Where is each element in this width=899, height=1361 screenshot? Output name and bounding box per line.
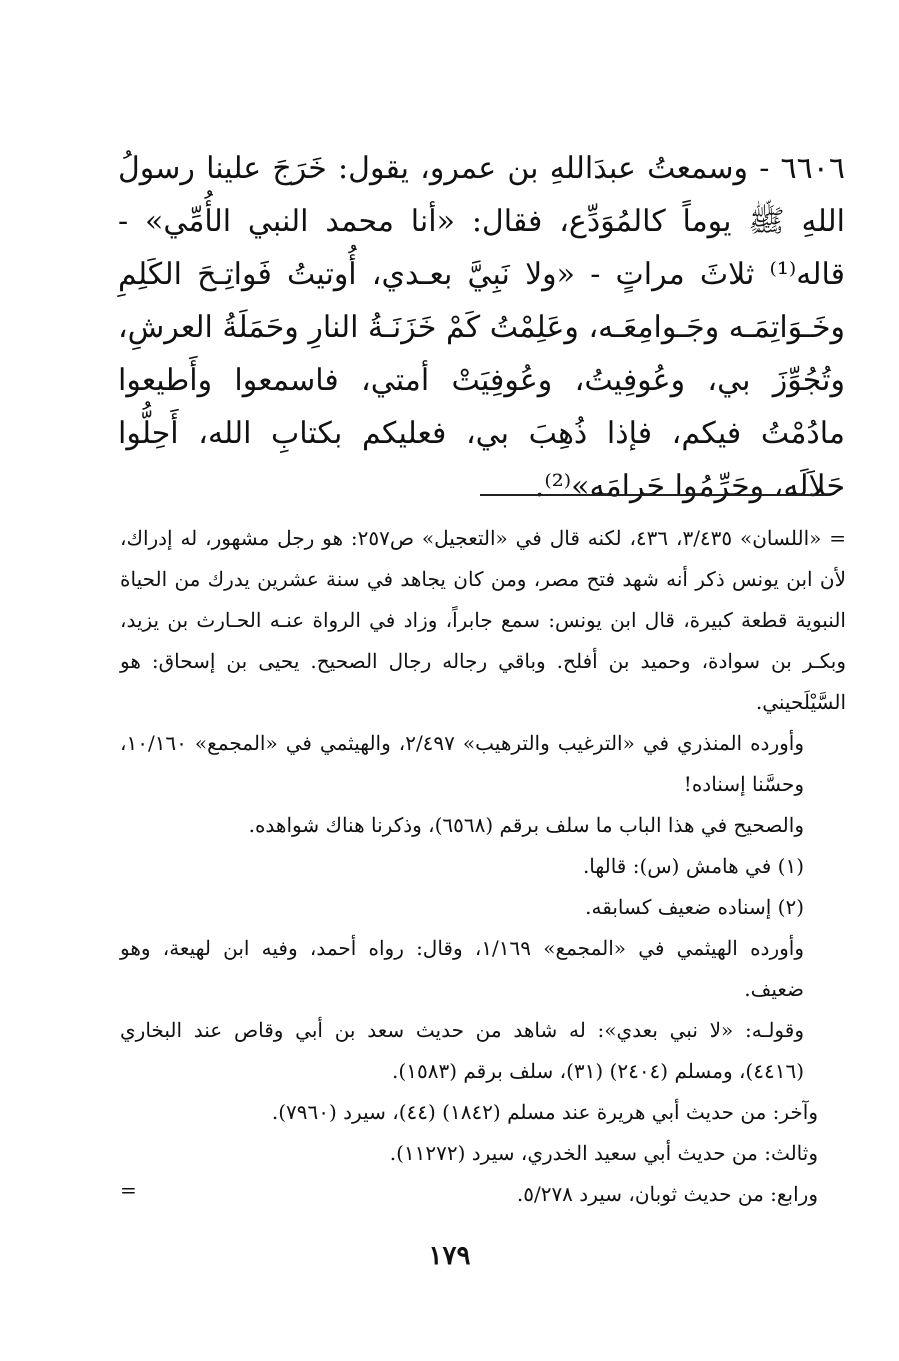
continuation-mark: = [829, 526, 846, 550]
footnote-line: وأورده الهيثمي في «المجمع» ١/١٦٩، وقال: رواه أحمد، وفيه ابن لهيعة، وهو ضعيف. [120, 936, 804, 1001]
footnote-one: (١) في هامش (س): قالها. [582, 854, 804, 878]
continuation-end-mark: = [120, 1178, 137, 1202]
footnote-separator [480, 494, 829, 496]
footnote-two: (٢) إسناده ضعيف كسابقه. [585, 895, 804, 919]
footnote-line: ورابع: من حديث ثوبان، سيرد ٥/٢٧٨. [516, 1182, 818, 1206]
footnote-line: وقولـه: «لا نبي بعدي»: له شاهد من حديث سعد بن أبي وقاص عند البخاري (٤٤١٦)، ومسلم (٢٤٠٤) (٣١)، سلف برقم (١٥٨٣). [120, 1018, 804, 1083]
page-number: ١٧٩ [428, 1241, 471, 1271]
footnote-continuation [120, 518, 846, 723]
footnotes [120, 518, 846, 1215]
hadith-text: ٦٦٠٦ - وسمعتُ عبدَاللهِ بن عمرو، يقول: خَرَجَ علينا رسولُ اللهِ ﷺ يوماً كالمُوَدِّع، فقال: «أنا محمد النبي الأُمِّي» - قاله⁽¹⁾ ثلاثَ مراتٍ - «ولا نَبِيَّ بعـدي، أُوتيتُ فَواتِـحَ الكَلِمِ وخَـوَاتِمَـه وجَـوامِعَـه، وعَلِمْتُ كَمْ خَزَنَـةُ النارِ وحَمَلَةُ العرشِ، وتُجُوِّزَ بي، وعُوفِيتُ، وعُوفِيَتْ أمتي، فاسمعوا وأَطيعوا مادُمْتُ فيكم، فإذا ذُهِبَ بي، فعليكم بكتابِ الله، أَحِلُّوا حَلاَلَه، وحَرِّمُوا حَرامَه»⁽²⁾. [118, 151, 845, 504]
footnote-line: «اللسان» ٣/٤٣٥، ٤٣٦، لكنه قال في «التعجيل» ص٢٥٧: هو رجل مشهور، له إدراك، لأن ابن يونس ذكر أنه شهد فتح مصر، ومن كان يجاهد في سنة عشرين يدرك من الحياة النبوية قطعة كبيرة، قال ابن يونس: سمع جابراً، وزاد في الرواة عنـه الحـارث بن يزيد، وبكـر بن سوادة، وحميد بن أفلح. وباقي رجاله رجال الصحيح. يحيى بن إسحاق: هو السَّيْلَحيني. [120, 526, 846, 714]
footnote-line: والصحيح في هذا الباب ما سلف برقم (٦٥٦٨)، وذكرنا هناك شواهده. [248, 813, 804, 837]
hadith-body [118, 142, 845, 513]
footnote-line: وثالث: من حديث أبي سعيد الخدري، سيرد (١١٢٧٢). [389, 1141, 818, 1165]
footnote-line: وأورده المنذري في «الترغيب والترهيب» ٢/٤٩٧، والهيثمي في «المجمع» ١٠/١٦٠، وحسَّنا إسناده! [120, 731, 804, 796]
footnote-line: وآخر: من حديث أبي هريرة عند مسلم (١٨٤٢) (٤٤)، سيرد (٧٩٦٠). [271, 1100, 818, 1124]
